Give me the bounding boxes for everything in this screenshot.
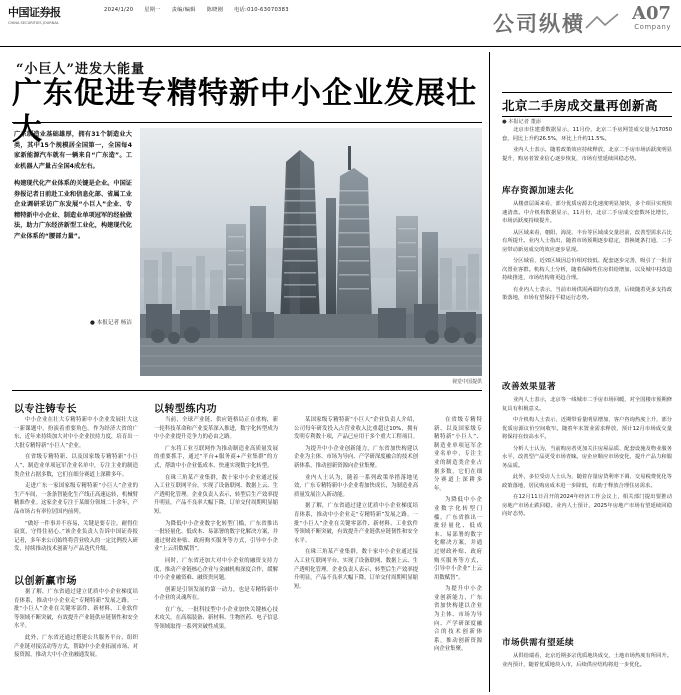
- paragraph: 在12月11日召开的2024年经济工作会议上，相关部门提出要推动房地产市场止跌回稳。业内人士预计，2025年房地产市场有望延续回稳向好态势。: [502, 494, 672, 517]
- masthead-meta: [104, 6, 298, 13]
- paragraph: 创新是引领发展的第一动力，也是专精特新中小企业的灵魂所在。: [154, 586, 278, 602]
- masthead: [0, 0, 681, 47]
- paragraph: 有业内人士表示，当前市场供需两端均有改善，后续随着更多支持政策落地，市场有望保持平稳运行态势。: [502, 286, 672, 301]
- lead-byline: ● 本报记者 杨洁: [90, 320, 132, 326]
- lead-summary: [14, 130, 132, 249]
- paragraph: 此外，多位受访人士认为，随着存量房贷利率下调、交易税费优化等政策落地，居民购房成本进一步降低，有助于释放合理住房需求。: [502, 474, 672, 489]
- paragraph: 业内人士表示，随着政策效应持续释放，北京二手房市场活跃度明显提升，购房者置业信心逐步恢复，市场有望延续回稳态势。: [502, 147, 672, 162]
- swoosh-icon: [585, 12, 619, 32]
- right-byline: ● 本报记者 董添: [502, 119, 541, 125]
- subhead-3: 以创新赢市场: [14, 576, 77, 587]
- paragraph: 从区域来看，朝阳、海淀、丰台等区域成交量居前，改善型需求占比有所提升。业内人士指出，随着市场预期逐步稳定，置换链条打通，二手房带动新房成交的效应逐步显现。: [502, 229, 672, 253]
- right-subhead-1: 库存资源加速去化: [502, 186, 574, 196]
- paragraph: 从供给端看，北京近期多宗优质地块成交，土地市场热度有所回升。业内预计，随着优质地块入市，后续供应结构将进一步优化。: [502, 653, 672, 668]
- body-column-1: [14, 416, 138, 557]
- paragraph: 分析人士认为，当前购房者更加关注房屋品质、配套设施及物业服务水平，改善型产品更受市场青睐。房企应顺应市场变化，提升产品力和服务品质。: [502, 445, 672, 469]
- paper-logo-english: CHINA SECURITIES JOURNAL: [8, 21, 59, 25]
- lead-photo: [140, 128, 482, 376]
- masthead-editor-label: 责编/编辑: [171, 7, 196, 13]
- paragraph: 中介机构人士表示，近期带看量明显增加，客户咨询热度上升，部分优质房源议价空间收窄。随着年末置业需求释放，预计12月市场成交量将保持在较高水平。: [502, 417, 672, 440]
- right-headline: 北京二手房成交量再创新高: [502, 98, 659, 113]
- paragraph: 据了解，广东省通过建立优质中小企业梯度培育体系，推动中小企业走“专精特新”发展之路。一批“小巨人”企业在关键零部件、新材料、工业软件等领域不断突破，有效提升产业链供应链韧性和安全水平。: [294, 503, 418, 544]
- right-head-rule-top: [502, 92, 672, 93]
- body-column-2: [154, 416, 278, 635]
- paragraph: 为降低中小企业数字化转型门槛，广东省推出一批轻量化、低成本、易部署的数字化解决方案，并通过财政补贴、政府购买服务等方式，引导中小企业“上云用数赋智”。: [154, 520, 278, 553]
- column-divider-main: [489, 52, 490, 692]
- paragraph: 为降低中小企业数字化转型门槛，广东省推出一批轻量化、低成本、易部署的数字化解决方案，并通过财政补贴、政府购买服务等方式，引导中小企业“上云用数赋智”。: [434, 497, 482, 581]
- lead-photo-rule: [12, 390, 482, 391]
- right-intro: [502, 126, 672, 166]
- city-skyline-image: [140, 128, 482, 376]
- body-column-4: [434, 416, 482, 657]
- right-section-1: [502, 200, 672, 306]
- right-section-2: [502, 396, 672, 522]
- masthead-date: 2024/1/20: [104, 7, 134, 13]
- section-title: 公司纵横: [493, 11, 585, 36]
- right-subhead-2: 改善效果显著: [502, 382, 556, 392]
- paragraph: 此外，广东省还通过搭建公共服务平台、组织产业链对接活动等方式，帮助中小企业拓展市场、对接资源，推动大中小企业融通发展。: [14, 634, 138, 659]
- paragraph: 走进广东一家国家级专精特新“小巨人”企业的生产车间，一条条智能化生产线正高速运转，机械臂精准作业。这家企业专注于某细分领域二十余年，产品市场占有率位居国内前列。: [14, 483, 138, 515]
- paragraph: 广东将工业互联网作为推动制造业高质量发展的重要抓手，通过“平台+服务商+产业集群”的方式，帮助中小企业低成本、快速实现数字化转型。: [154, 445, 278, 469]
- paragraph: 在广东，一批科技型中小企业加快关键核心技术攻关，在高端装备、新材料、生物医药、电子信息等领域取得一系列突破性成果。: [154, 606, 278, 631]
- body-column-3: [294, 416, 418, 594]
- masthead-editor-name: 陈晓刚: [206, 7, 224, 13]
- masthead-contact: 电话:010-63070383: [234, 7, 289, 13]
- subhead-1: 以专注铸专长: [14, 404, 77, 415]
- right-section-3: [502, 652, 672, 672]
- paragraph: 在珠三角某产业集群，数十家中小企业通过接入工业互联网平台，实现了设备联网、数据上云、生产透明化管理。企业负责人表示，转型后生产效率提升明显，产品不良率大幅下降，订单交付周期明显缩短。: [294, 549, 418, 590]
- paragraph: 在省级专精特新、以及国家级专精特新“小巨人”、制造业单项冠军企业名单中，专注主业的制造类企业占据多数，它们在细分赛道上深耕多年。: [14, 454, 138, 478]
- paragraph: 分区域看，近郊区域因总价相对较低、配套逐步完善，吸引了一批首次置业客群。机构人士分析，随着保障性住房供给增加，以及城中村改造持续推进，市场结构将更趋合理。: [502, 258, 672, 281]
- lead-kicker: “小巨人”进发大能量: [16, 62, 145, 77]
- lead-headline: 广东促进专精特新中小企业发展壮大: [12, 76, 477, 147]
- right-head-rule-bottom: [502, 116, 672, 117]
- section-code: A07: [631, 3, 671, 24]
- paragraph: 业内人士认为，随着一系列政策举措落地见效，广东专精特新中小企业将加快成长，为制造业高质量发展注入新动能。: [294, 474, 418, 498]
- lead-summary-para-1: 广东制造业基础雄厚，拥有31个制造业大类，其中15个规模居全国第一，全国每4家新能源汽车就有一辆来自“广东造”。工业机器人产量占全国4成左右。: [14, 131, 132, 170]
- paragraph: 为提升中小企业创新能力，广东省加快构建以企业为主体、市场为导向、产学研深度融合的技术创新体系，推动创新资源向企业集聚。: [294, 445, 418, 469]
- paragraph: 在珠三角某产业集群，数十家中小企业通过接入工业互联网平台，实现了设备联网、数据上云、生产透明化管理。企业负责人表示，转型后生产效率提升明显，产品不良率大幅下降，订单交付周期明显缩短。: [154, 474, 278, 515]
- paragraph: 同时，广东省还加大对中小企业的融资支持力度，推动产业链核心企业与金融机构深度合作，缓解中小企业融资难、融资贵问题。: [154, 557, 278, 582]
- paragraph: 中小企业在壮大专精特新中小企业发展壮大这一新课题中，扮演着重要角色。作为经济大省的广东，近年来持续加大对中小企业扶持力度，培育出一大批专精特新“小巨人”企业。: [14, 417, 138, 449]
- paragraph: 某国家级专精特新“小巨人”企业负责人介绍，公司每年研发投入占营业收入比重超过10%，拥有发明专利数十项，产品已应用于多个重大工程项目。: [294, 417, 418, 441]
- paper-logo: 中国证券报: [8, 6, 61, 19]
- lead-summary-para-2: 构建现代化产业体系的关键是企业。中国证券报记者日前赴工业和信息化部、省属工业企业调研采访广东发展“小巨人”企业、专精特新中小企业、制造业单项冠军的经验做法，助力广东经济新型工业化，构建现代化产业体系的“腰部力量”。: [14, 180, 132, 240]
- paragraph: 北京市住建委数据显示，11月份，北京二手房网签成交量为17050套，同比上升约26.5%，环比上升约11.5%。: [502, 127, 672, 142]
- paragraph: 业内人士表示，北京等一线城市二手房市场回暖，对全国楼市预期修复具有积极意义。: [502, 397, 672, 412]
- photo-caption: 视觉中国提供: [451, 379, 482, 385]
- subhead-2: 以转型练内功: [154, 404, 217, 415]
- section-code-english: Company: [634, 23, 671, 31]
- paragraph: 据了解，广东省通过建立优质中小企业梯度培育体系，推动中小企业走“专精特新”发展之路。一批“小巨人”企业在关键零部件、新材料、工业软件等领域不断突破，有效提升产业链供应链韧性和安全水平。: [14, 589, 138, 630]
- paragraph: 为提升中小企业创新能力，广东省加快构建以企业为主体、市场为导向、产学研深度融合的技术创新体系，推动创新资源向企业集聚。: [434, 586, 482, 653]
- section-code-block: [632, 4, 671, 32]
- paragraph: “做好一件事并不容易，关键是要专注，耐得住寂寞，守得住初心。”该企业负责人告诉中国证券报记者，多年来公司始终将营业收入的一定比例投入研发，持续推动技术创新与产品迭代升级。: [14, 520, 138, 553]
- paragraph: 在省级专精特新、以及国家级专精特新“小巨人”、制造业单项冠军企业名单中，专注主业的制造类企业占据多数，它们在细分赛道上深耕多年。: [434, 417, 482, 492]
- masthead-weekday: 星期一: [144, 7, 161, 13]
- paragraph: 从楼盘层面来看，部分优质房源去化速度明显加快，多个项目实现快速清盘。中介机构数据显示，11月份，北京二手房成交套数环比增长，市场活跃度持续提升。: [502, 201, 672, 224]
- right-subhead-3: 市场供需有望延续: [502, 638, 574, 648]
- paragraph: 当前，全球产业链、供应链格局正在重构，新一轮科技革命和产业变革深入推进，数字化转型成为中小企业提升竞争力的必由之路。: [154, 417, 278, 441]
- body-column-1b: [14, 588, 138, 663]
